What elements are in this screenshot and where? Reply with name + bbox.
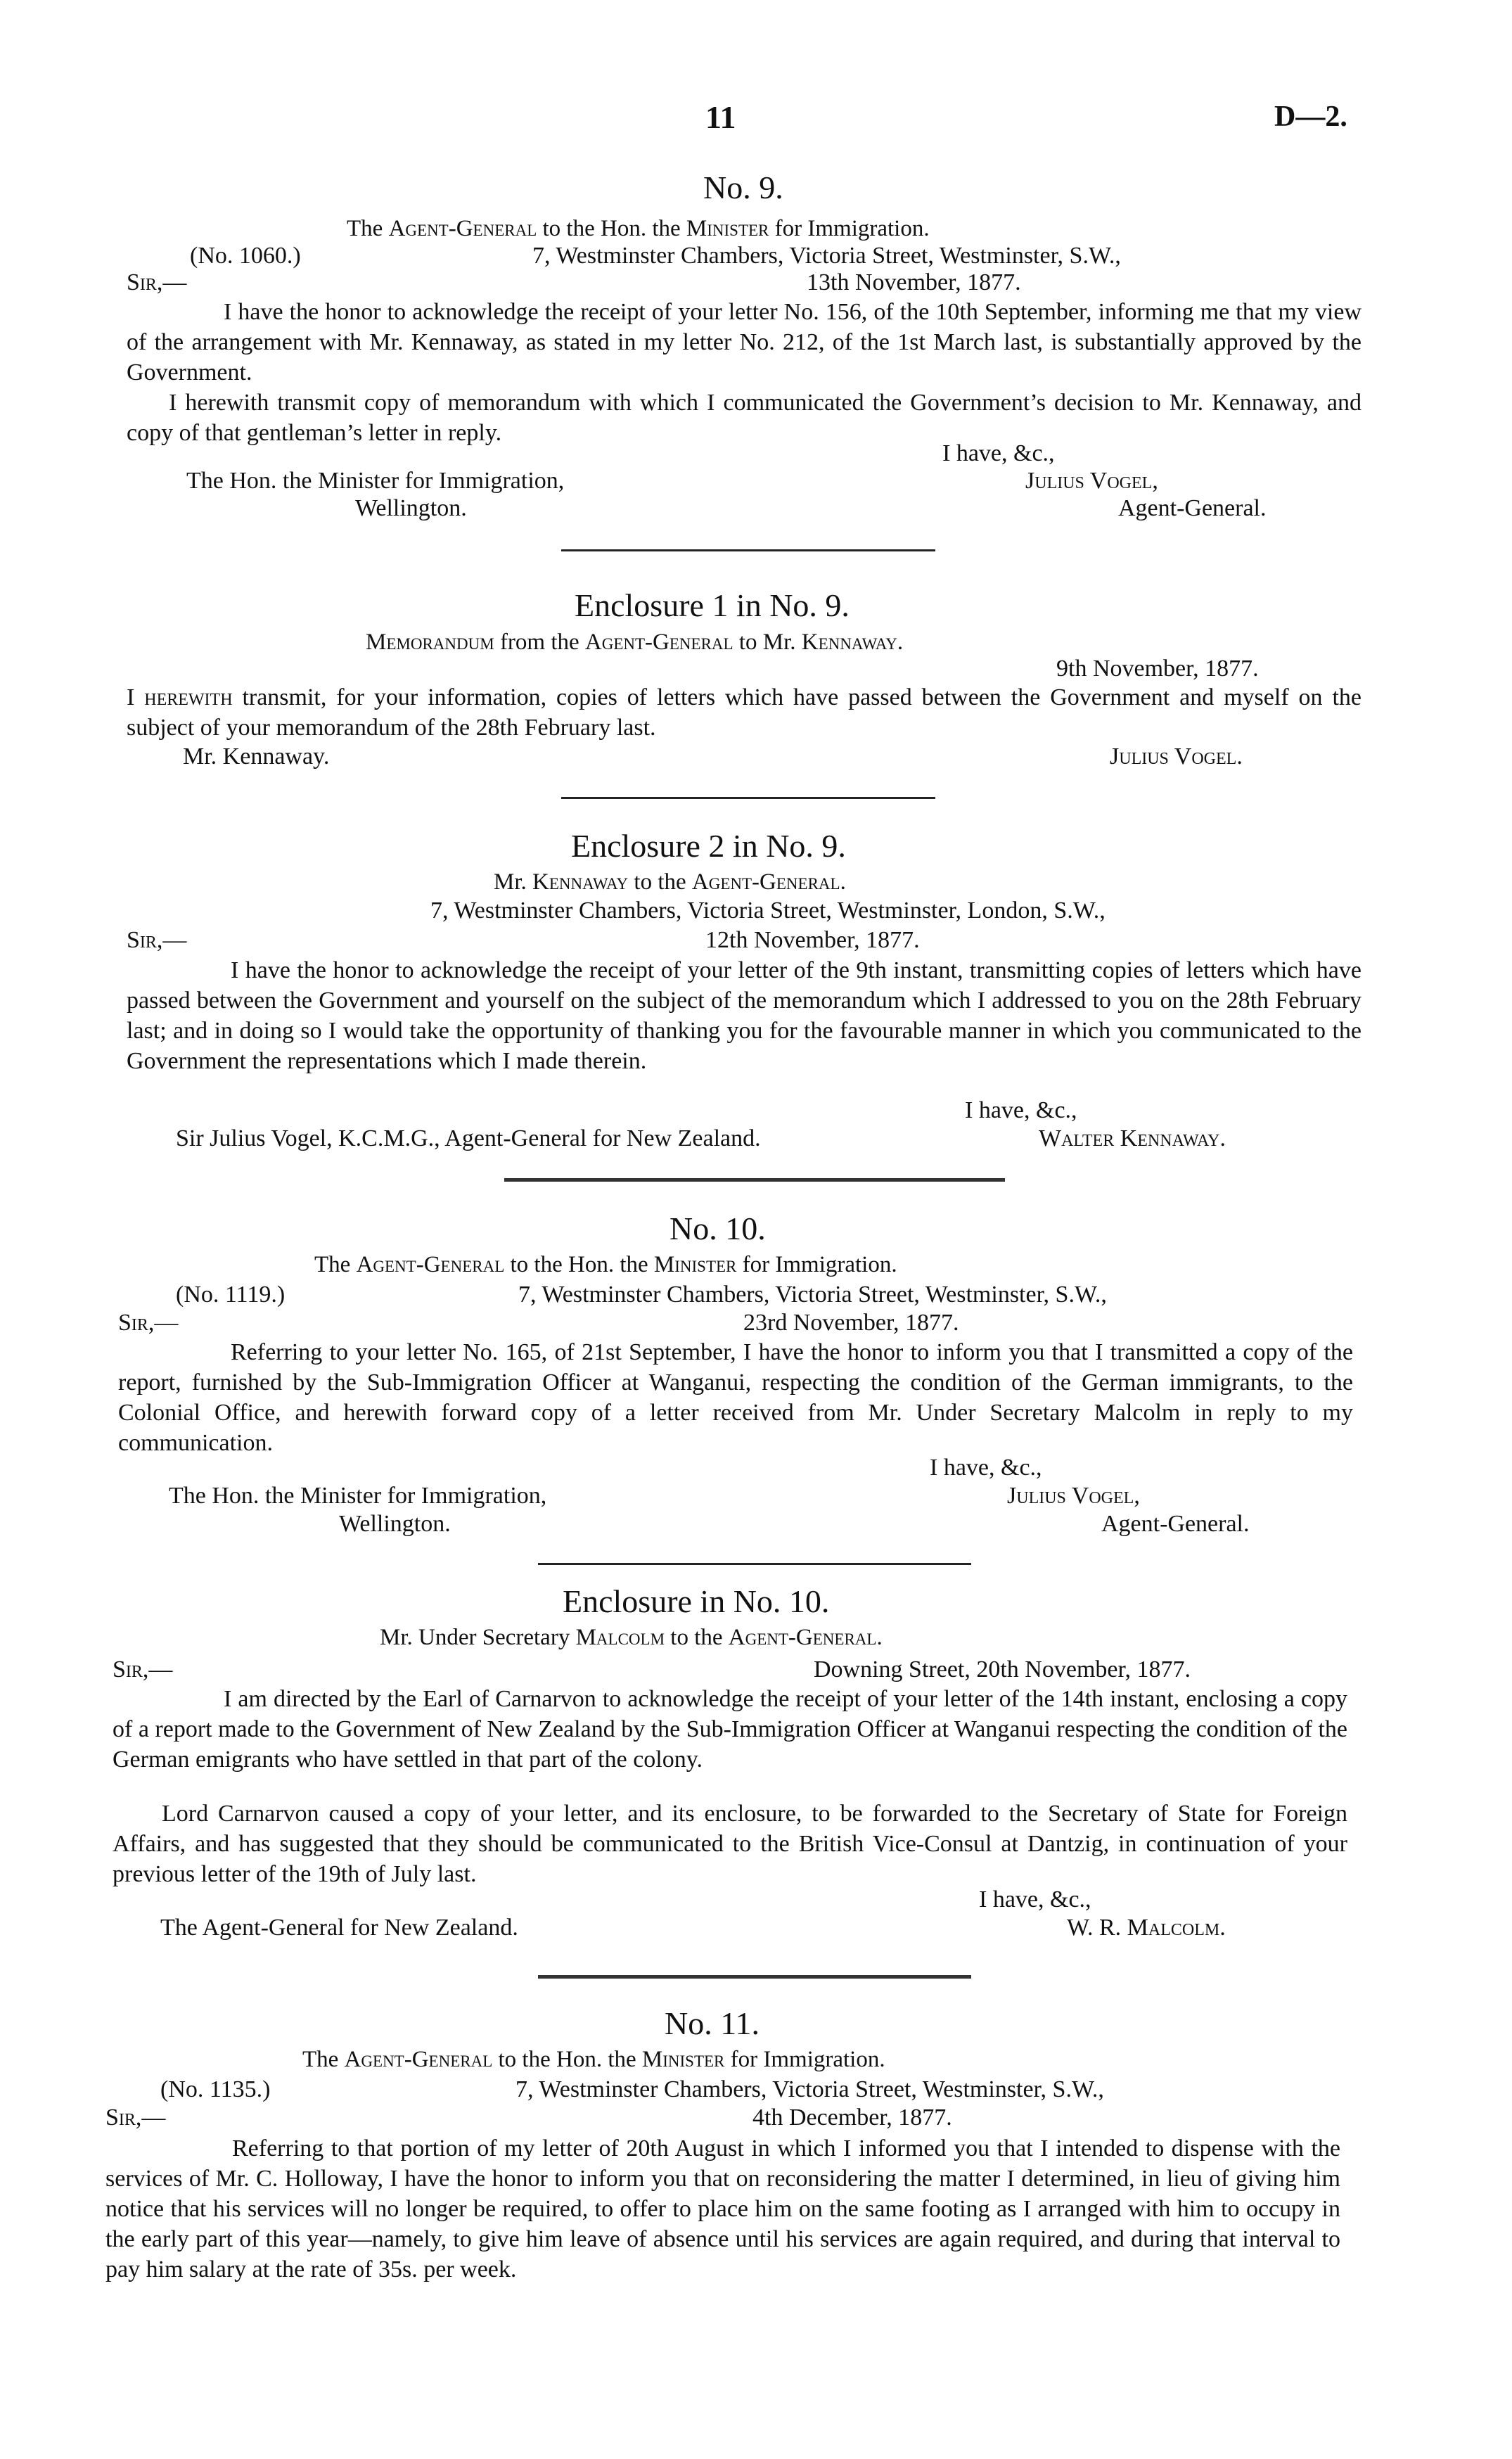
letter-date: 23rd November, 1877. [743,1310,959,1336]
addressee-city: Wellington. [339,1511,451,1537]
signature: Julius Vogel. [1110,743,1243,769]
enclosure-from-to: Memorandum from the Agent-General to Mr. Kennaway. [366,630,904,655]
letter-paragraph: I have the honor to acknowledge the receipt of your letter No. 156, of the 10th September, informing me that my view of the arrangement with Mr. Kennaway, as stated in my letter No. 212, of the 1st March last, is substantially approved by the Government. [127,299,1362,385]
enclosure-date: 12th November, 1877. [705,927,920,953]
salutation: Sir,— [127,269,187,295]
letter-from-to: The Agent-General to the Hon. the Minister for Immigration. [302,2047,885,2072]
letter-heading: No. 9. [703,170,783,205]
letter-address: 7, Westminster Chambers, Victoria Street, Westminster, S.W., [518,1282,1107,1308]
salutation: Sir,— [113,1656,173,1682]
letter-paragraph: Referring to your letter No. 165, of 21st September, I have the honor to inform you that I transmitted a copy of the report, furnished by the Sub-Immigration Officer at Wanganui, respecting the condition of the German immigrants, to the Colonial Office, and herewith forward copy of a letter received from Mr. Under Secretary Malcolm in reply to my communication. [118,1339,1353,1456]
section-divider [538,1563,971,1565]
letter-paragraph: I herewith transmit copy of memorandum with which I communicated the Government’s decision to Mr. Kennaway, and copy of that gentleman’s letter in reply. [127,390,1362,446]
enclosure-from-to: Mr. Kennaway to the Agent-General. [494,869,846,895]
enclosure-place-date: Downing Street, 20th November, 1877. [814,1656,1191,1682]
letter-address: 7, Westminster Chambers, Victoria Street, Westminster, S.W., [515,2076,1104,2102]
section-divider [504,1178,1005,1182]
section-divider [561,797,935,799]
letter-heading: No. 10. [669,1211,766,1246]
addressee: The Hon. the Minister for Immigration, [186,468,565,494]
letter-paragraph: Referring to that portion of my letter of 20th August in which I informed you that I intended to dispense with the services of Mr. C. Holloway, I have the honor to inform you that on reconsidering the matter I determined, in lieu of giving him notice that his services will no longer be required, to offer to place him on the same footing as I arranged with him to occupy in the early part of this year—namely, to give him leave of absence until his services are again required, and during that interval to pay him salary at the rate of 35s. per week. [105,2135,1340,2282]
closing: I have, &c., [979,1886,1091,1912]
enclosure-heading: Enclosure 1 in No. 9. [575,587,850,623]
page-number: 11 [705,99,736,135]
letter-from-to: The Agent-General to the Hon. the Minister for Immigration. [347,216,930,241]
addressee: Sir Julius Vogel, K.C.M.G., Agent-General for New Zealand. [176,1125,761,1151]
addressee-city: Wellington. [355,495,467,521]
closing: I have, &c., [930,1455,1042,1481]
letter-from-to: The Agent-General to the Hon. the Minister for Immigration. [314,1252,897,1277]
enclosure-heading: Enclosure 2 in No. 9. [571,828,846,864]
letter-address: 7, Westminster Chambers, Victoria Street, Westminster, S.W., [532,243,1121,269]
salutation: Sir,— [105,2104,166,2131]
enclosure-paragraph: I am directed by the Earl of Carnarvon to acknowledge the receipt of your letter of the 14th instant, enclosing a copy of a report made to the Government of New Zealand by the Sub-Immigration Officer at Wanganui respecting the condition of the German emigrants who have settled in that part of the colony. [113,1686,1347,1773]
addressee: Mr. Kennaway. [183,743,330,769]
letter-date: 4th December, 1877. [752,2104,952,2131]
document-reference: D—2. [1274,101,1347,133]
letter-heading: No. 11. [665,2005,760,2041]
enclosure-paragraph: Lord Carnarvon caused a copy of your letter, and its enclosure, to be forwarded to the Secretary of State for Foreign Affairs, and has suggested that they should be communicated to the British Vice-Consul at Dantzig, in continuation of your previous letter of the 19th of July last. [113,1801,1347,1887]
section-divider [561,549,935,551]
enclosure-paragraph: I herewith transmit, for your information, copies of letters which have passed between the Government and myself on the subject of your memorandum of the 28th February last. [127,684,1362,741]
signer-title: Agent-General. [1101,1511,1250,1537]
enclosure-date: 9th November, 1877. [1056,656,1259,682]
signature: Julius Vogel, [1025,468,1158,494]
section-divider [538,1975,971,1979]
salutation: Sir,— [127,927,187,953]
enclosure-heading: Enclosure in No. 10. [563,1583,830,1619]
enclosure-from-to: Mr. Under Secretary Malcolm to the Agent-General. [380,1625,883,1650]
letter-date: 13th November, 1877. [807,269,1021,295]
closing: I have, &c., [942,440,1055,466]
signer-title: Agent-General. [1118,495,1267,521]
letter-ref-number: (No. 1135.) [160,2076,271,2102]
enclosure-address: 7, Westminster Chambers, Victoria Street, Westminster, London, S.W., [430,898,1106,924]
signature: Julius Vogel, [1007,1483,1140,1509]
letter-ref-number: (No. 1060.) [190,243,301,269]
addressee: The Agent-General for New Zealand. [160,1915,518,1941]
letter-ref-number: (No. 1119.) [176,1282,286,1308]
signature: Walter Kennaway. [1039,1125,1226,1151]
closing: I have, &c., [965,1097,1077,1123]
addressee: The Hon. the Minister for Immigration, [169,1483,547,1509]
signature: W. R. Malcolm. [1067,1915,1226,1941]
salutation: Sir,— [118,1310,179,1336]
enclosure-paragraph: I have the honor to acknowledge the receipt of your letter of the 9th instant, transmitting copies of letters which have passed between the Government and yourself on the subject of the memorandum which I addressed to you on the 28th February last; and in doing so I would take the opportunity of thanking you for the favourable manner in which you communicated to the Government the representations which I made therein. [127,957,1362,1074]
